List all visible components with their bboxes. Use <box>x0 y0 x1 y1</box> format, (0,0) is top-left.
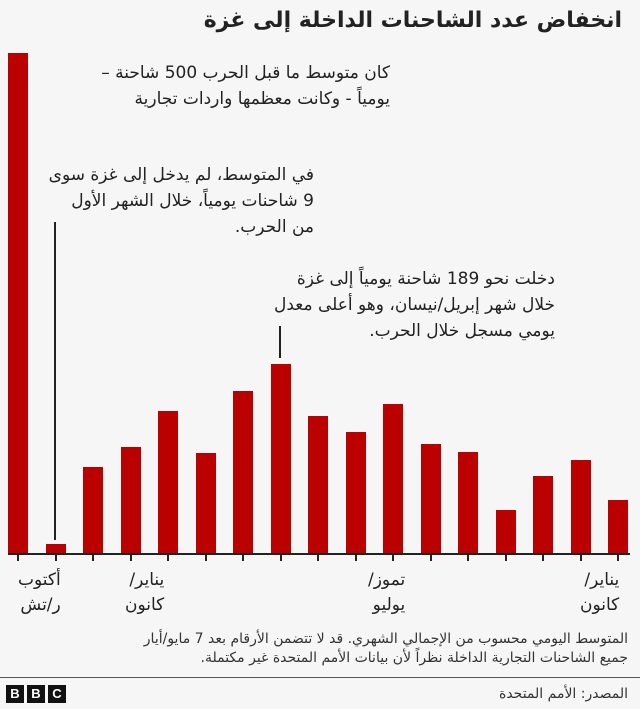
x-tick-label: أكتوب ر/تش <box>18 570 61 615</box>
annotation-line: من الحرب. <box>234 217 314 237</box>
x-tick-label: يناير/ كانون <box>125 570 165 615</box>
x-tick <box>430 555 432 561</box>
annotation-line: يومياً - وكانت معظمها واردات تجارية <box>134 89 390 109</box>
bar <box>196 453 216 553</box>
bar <box>533 476 553 553</box>
x-tick <box>542 555 544 561</box>
annotation-line: خلال شهر إبريل/نيسان، وهو أعلى معدل <box>273 295 555 315</box>
x-axis-line <box>8 553 630 555</box>
x-tick <box>17 555 19 561</box>
bar <box>346 432 366 553</box>
footnote <box>8 630 628 668</box>
x-tick <box>505 555 507 561</box>
x-tick <box>167 555 169 561</box>
annotation-line: دخلت نحو 189 شاحنة يومياً إلى غزة <box>296 269 555 289</box>
bar <box>158 411 178 553</box>
bar <box>608 500 628 553</box>
logo-letter: C <box>48 685 66 703</box>
annotation-leader-line <box>54 222 56 540</box>
bar <box>271 364 291 553</box>
bar <box>421 444 441 553</box>
x-tick <box>317 555 319 561</box>
bar <box>83 467 103 553</box>
bbc-logo <box>6 685 66 703</box>
footer-divider <box>0 677 640 678</box>
logo-letter: B <box>27 685 45 703</box>
bar <box>46 544 66 553</box>
x-tick <box>355 555 357 561</box>
x-tick-label: تموز/ يوليو <box>368 570 406 615</box>
logo-letter: B <box>6 685 24 703</box>
annotation-line: في المتوسط، لم يدخل إلى غزة سوى <box>48 165 314 185</box>
x-tick <box>467 555 469 561</box>
bar <box>383 404 403 553</box>
footnote-line: جميع الشاحنات التجارية الداخلة نظراً لأن بيانات الأمم المتحدة غير مكتملة. <box>200 650 628 666</box>
annotation-leader-line <box>279 326 281 358</box>
source-text: المصدر: الأمم المتحدة <box>498 686 628 702</box>
footnote-line: المتوسط اليومي محسوب من الإجمالي الشهري. قد لا تتضمن الأرقام بعد 7 مايو/أيار <box>143 631 628 647</box>
chart-title: انخفاض عدد الشاحنات الداخلة إلى غزة <box>203 8 622 33</box>
x-tick <box>280 555 282 561</box>
x-tick <box>205 555 207 561</box>
bar <box>308 416 328 553</box>
bar <box>121 447 141 553</box>
annotation-line: 9 شاحنات يومياً، خلال الشهر الأول <box>71 191 314 211</box>
x-tick <box>242 555 244 561</box>
x-tick <box>580 555 582 561</box>
bar <box>233 391 253 553</box>
bar <box>8 53 28 553</box>
annotation-first-month <box>49 162 314 240</box>
x-tick <box>92 555 94 561</box>
x-tick <box>55 555 57 561</box>
annotation-line: كان متوسط ما قبل الحرب 500 شاحنة – <box>101 63 390 83</box>
bar <box>458 452 478 553</box>
bar <box>571 460 591 553</box>
annotation-april-peak <box>274 266 555 344</box>
x-tick <box>392 555 394 561</box>
annotation-prewar <box>101 60 390 112</box>
bar <box>496 510 516 553</box>
x-tick-label: يناير/ كانون <box>580 570 620 615</box>
x-tick <box>617 555 619 561</box>
annotation-line: يومي مسجل خلال الحرب. <box>369 321 555 341</box>
x-tick <box>130 555 132 561</box>
